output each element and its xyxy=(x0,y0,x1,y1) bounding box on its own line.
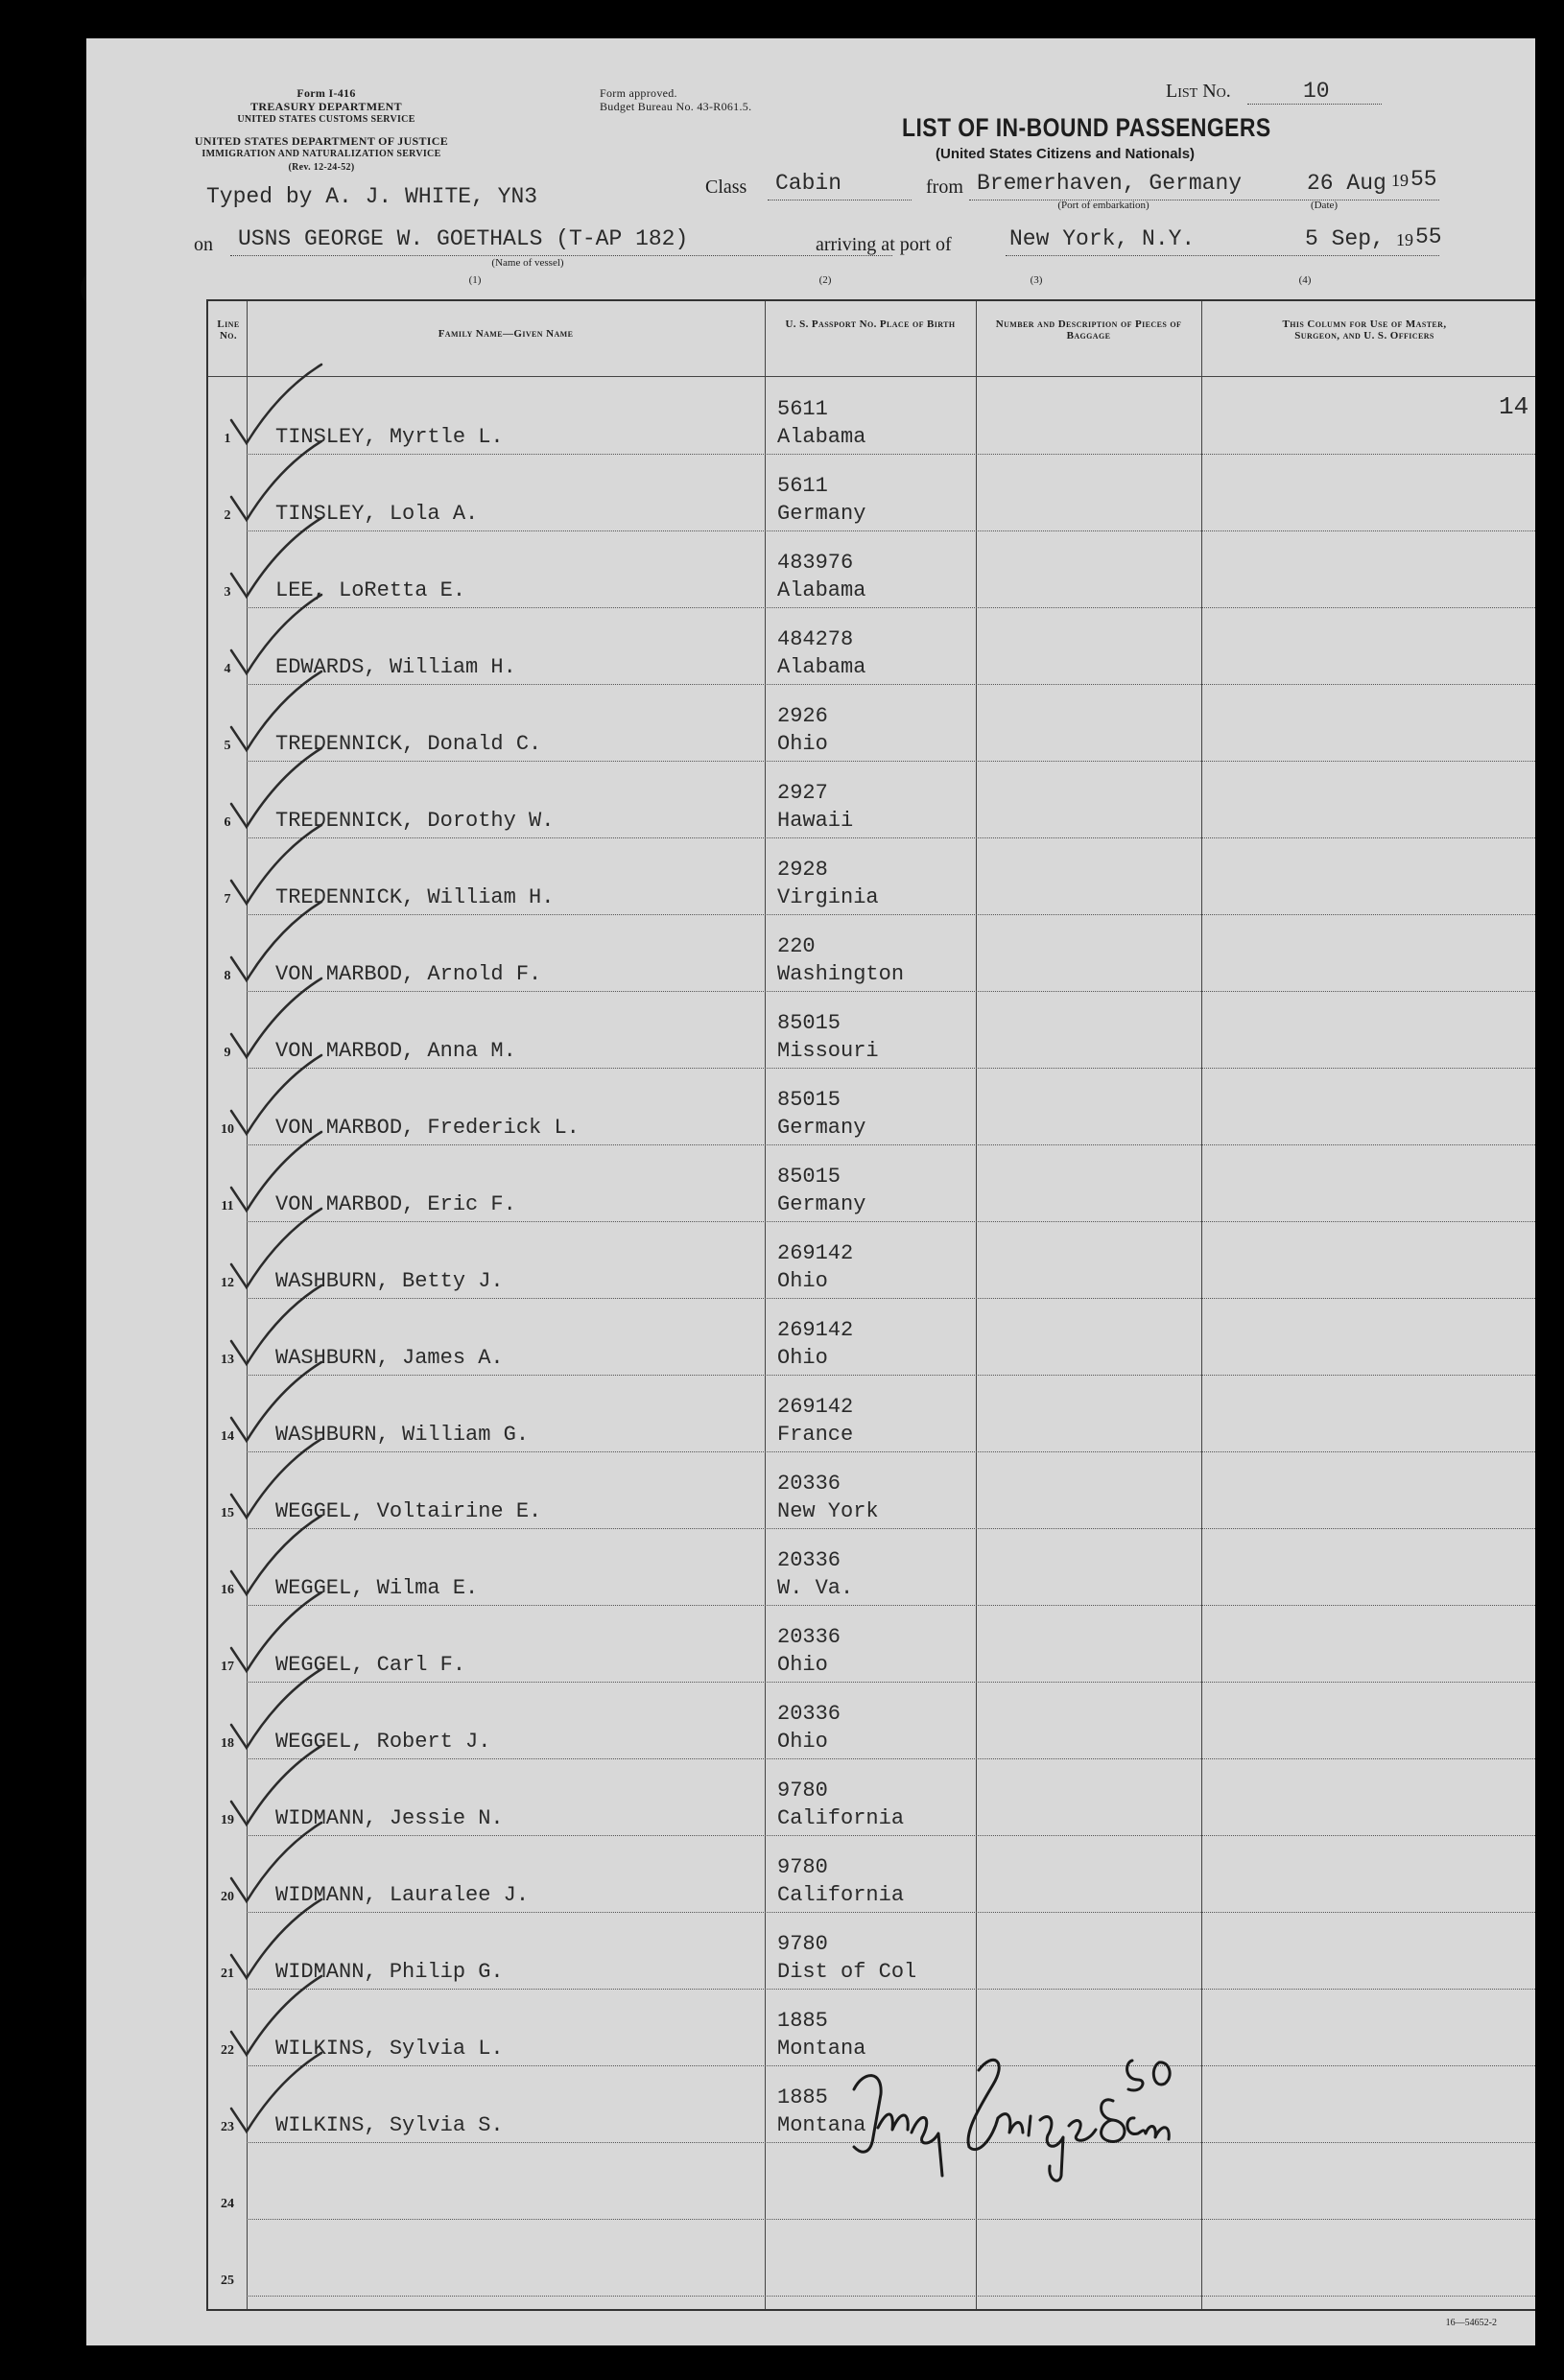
vessel-line xyxy=(230,255,892,256)
line-number: 6 xyxy=(224,815,231,830)
header-rule xyxy=(208,376,1535,377)
passenger-name: TINSLEY, Lola A. xyxy=(275,502,479,526)
line-number: 15 xyxy=(221,1506,234,1520)
passport-number: 1885 xyxy=(777,2085,828,2109)
passport-number: 85015 xyxy=(777,1165,841,1189)
passenger-name: TREDENNICK, Donald C. xyxy=(275,732,542,756)
year-prefix-1: 19 xyxy=(1391,171,1409,190)
place-of-birth: Germany xyxy=(777,502,866,526)
passport-birthplace xyxy=(777,1086,865,1142)
list-no-value: 10 xyxy=(1303,79,1330,104)
table-row xyxy=(208,455,1535,531)
table-row xyxy=(208,1836,1535,1913)
passenger-name: EDWARDS, William H. xyxy=(275,655,516,679)
passport-number: 9780 xyxy=(777,1779,828,1803)
passenger-name: WEGGEL, Robert J. xyxy=(275,1730,491,1754)
place-of-birth: Dist of Col xyxy=(777,1960,917,1984)
passport-number: 2927 xyxy=(777,781,828,805)
arrival-port: New York, N.Y. xyxy=(1009,226,1196,251)
passport-number: 20336 xyxy=(777,1548,841,1572)
agency-block xyxy=(182,86,470,127)
manifest-page xyxy=(86,38,1535,2345)
passport-number: 20336 xyxy=(777,1702,841,1726)
passport-number: 269142 xyxy=(777,1318,854,1342)
table-row xyxy=(208,762,1535,838)
place-of-birth: Ohio xyxy=(777,1269,828,1293)
passenger-name: WASHBURN, Betty J. xyxy=(275,1269,504,1293)
passport-birthplace xyxy=(777,932,904,988)
passport-birthplace xyxy=(777,1546,853,1602)
page-title: LIST OF IN-BOUND PASSENGERS xyxy=(902,113,1271,142)
table-row xyxy=(208,1145,1535,1222)
place-of-birth: Ohio xyxy=(777,1653,828,1677)
form-revision: (Rev. 12-24-52) xyxy=(288,162,355,173)
year-prefix-2: 19 xyxy=(1396,230,1413,249)
passport-number: 9780 xyxy=(777,1855,828,1879)
line-number: 16 xyxy=(221,1583,234,1597)
place-of-birth: Washington xyxy=(777,962,905,986)
passenger-name: VON MARBOD, Eric F. xyxy=(275,1192,516,1216)
embarkation-date: 26 Aug xyxy=(1307,171,1386,196)
passport-number: 1885 xyxy=(777,2009,828,2033)
header-line-no: Line No. xyxy=(217,318,240,342)
passport-number: 5611 xyxy=(777,474,828,498)
passport-birthplace xyxy=(777,1853,904,1909)
passenger-name: TINSLEY, Myrtle L. xyxy=(275,425,504,449)
embarkation-port: Bremerhaven, Germany xyxy=(977,171,1243,196)
line-number: 3 xyxy=(224,585,231,600)
line-number: 25 xyxy=(221,2274,234,2288)
place-of-birth: Montana xyxy=(777,2113,866,2137)
passport-birthplace xyxy=(777,1163,865,1218)
passport-birthplace xyxy=(777,549,865,604)
passenger-name: VON MARBOD, Anna M. xyxy=(275,1039,516,1063)
passenger-name: WILKINS, Sylvia S. xyxy=(275,2113,504,2137)
arrival-date: 5 Sep, xyxy=(1305,226,1385,251)
ins-service: IMMIGRATION AND NATURALIZATION SERVICE xyxy=(201,149,441,159)
table-row xyxy=(208,838,1535,915)
line-number: 2 xyxy=(224,508,231,523)
treasury-dept: TREASURY DEPARTMENT xyxy=(250,100,402,113)
place-of-birth: Alabama xyxy=(777,425,866,449)
list-no-label: List No. xyxy=(1166,81,1231,102)
port-embark-caption: (Port of embarkation) xyxy=(1057,200,1149,211)
table-row xyxy=(208,1683,1535,1759)
header-passport: U. S. Passport No. Place of Birth xyxy=(785,318,956,330)
line-number: 13 xyxy=(221,1353,234,1367)
passport-birthplace xyxy=(777,625,865,681)
table-row xyxy=(208,915,1535,992)
line-number: 22 xyxy=(221,2043,234,2058)
embarkation-year: 55 xyxy=(1410,167,1437,192)
list-no-line xyxy=(1247,104,1382,105)
passport-number: 483976 xyxy=(777,551,854,575)
place-of-birth: Germany xyxy=(777,1192,866,1216)
table-row xyxy=(208,531,1535,608)
passport-number: 2928 xyxy=(777,858,828,882)
row-rule xyxy=(247,2296,1535,2297)
table-row xyxy=(208,608,1535,685)
place-of-birth: Montana xyxy=(777,2037,866,2061)
approval-block xyxy=(600,86,811,113)
passport-number: 85015 xyxy=(777,1011,841,1035)
passport-number: 269142 xyxy=(777,1395,854,1419)
passport-birthplace xyxy=(777,1316,853,1372)
passenger-name: WASHBURN, William G. xyxy=(275,1423,530,1447)
place-of-birth: Ohio xyxy=(777,1346,828,1370)
passport-birthplace xyxy=(777,395,865,451)
passport-birthplace xyxy=(777,1393,853,1449)
table-row xyxy=(208,1606,1535,1683)
passenger-name: TREDENNICK, William H. xyxy=(275,885,555,909)
passenger-name: VON MARBOD, Frederick L. xyxy=(275,1116,580,1140)
passport-birthplace xyxy=(777,1930,916,1986)
place-of-birth: California xyxy=(777,1883,905,1907)
line-number: 5 xyxy=(224,739,231,753)
line-number: 21 xyxy=(221,1967,234,1981)
passport-birthplace xyxy=(777,1700,841,1756)
passenger-name: WASHBURN, James A. xyxy=(275,1346,504,1370)
place-of-birth: Alabama xyxy=(777,655,866,679)
passenger-name: WEGGEL, Carl F. xyxy=(275,1653,466,1677)
table-row xyxy=(208,685,1535,762)
col-num-1: (1) xyxy=(468,274,482,286)
place-of-birth: New York xyxy=(777,1499,879,1523)
passport-number: 220 xyxy=(777,934,816,958)
officer-count-note: 14 xyxy=(1499,392,1529,421)
passport-number: 20336 xyxy=(777,1625,841,1649)
passenger-table xyxy=(206,299,1535,2311)
customs-service: UNITED STATES CUSTOMS SERVICE xyxy=(237,114,415,125)
col-num-4: (4) xyxy=(1298,274,1312,286)
table-row xyxy=(208,1069,1535,1145)
passenger-name: VON MARBOD, Arnold F. xyxy=(275,962,542,986)
passport-number: 85015 xyxy=(777,1088,841,1112)
header-name: Family Name—Given Name xyxy=(438,328,574,340)
line-number: 11 xyxy=(221,1199,234,1214)
inspector-signature xyxy=(825,2041,1190,2185)
col-num-2: (2) xyxy=(818,274,832,286)
on-label: on xyxy=(194,234,213,255)
form-number: Form I-416 xyxy=(296,86,356,100)
passenger-name: WIDMANN, Philip G. xyxy=(275,1960,504,1984)
place-of-birth: Missouri xyxy=(777,1039,879,1063)
place-of-birth: Alabama xyxy=(777,578,866,602)
footer-code: 16—54652-2 xyxy=(1445,2318,1497,2328)
place-of-birth: W. Va. xyxy=(777,1576,854,1600)
line-number: 18 xyxy=(221,1736,234,1751)
vessel-caption: (Name of vessel) xyxy=(491,257,564,269)
passport-number: 269142 xyxy=(777,1241,854,1265)
table-row xyxy=(208,2220,1535,2297)
passport-number: 20336 xyxy=(777,1472,841,1496)
justice-dept: UNITED STATES DEPARTMENT OF JUSTICE xyxy=(194,134,449,148)
page-subtitle: (United States Citizens and Nationals) xyxy=(936,146,1196,162)
header-baggage: Number and Description of Pieces of Baggage xyxy=(995,318,1182,342)
passenger-name: WEGGEL, Voltairine E. xyxy=(275,1499,542,1523)
line-number: 14 xyxy=(221,1429,234,1444)
passport-birthplace xyxy=(777,1009,879,1065)
table-row xyxy=(208,992,1535,1069)
passport-birthplace xyxy=(777,1777,904,1832)
table-row xyxy=(208,1759,1535,1836)
budget-bureau: Budget Bureau No. 43-R061.5. xyxy=(600,100,752,113)
place-of-birth: Virginia xyxy=(777,885,879,909)
passport-birthplace xyxy=(777,856,879,911)
col-num-3: (3) xyxy=(1030,274,1043,286)
justice-block xyxy=(120,134,523,175)
line-number: 1 xyxy=(224,432,231,446)
table-row xyxy=(208,1529,1535,1606)
line-number: 19 xyxy=(221,1813,234,1827)
line-number: 7 xyxy=(224,892,231,907)
passenger-name: TREDENNICK, Dorothy W. xyxy=(275,809,555,833)
line-number: 4 xyxy=(224,662,231,676)
place-of-birth: France xyxy=(777,1423,854,1447)
class-label: Class xyxy=(705,177,747,198)
from-label: from xyxy=(926,177,963,198)
port-line xyxy=(1006,255,1439,256)
passenger-name: WIDMANN, Lauralee J. xyxy=(275,1883,530,1907)
form-approved: Form approved. xyxy=(600,86,677,100)
line-number: 23 xyxy=(221,2120,234,2134)
passenger-name: LEE, LoRetta E. xyxy=(275,578,466,602)
place-of-birth: Germany xyxy=(777,1116,866,1140)
passenger-name: WIDMANN, Jessie N. xyxy=(275,1806,504,1830)
class-value: Cabin xyxy=(775,171,842,196)
passport-birthplace xyxy=(777,1470,879,1525)
line-number: 10 xyxy=(221,1122,234,1137)
table-row xyxy=(208,1299,1535,1376)
passport-birthplace xyxy=(777,779,853,835)
arriving-label: arriving at port of xyxy=(816,234,952,255)
place-of-birth: Ohio xyxy=(777,1730,828,1754)
date-caption: (Date) xyxy=(1310,200,1339,211)
passport-birthplace xyxy=(777,1239,853,1295)
passenger-name: WILKINS, Sylvia L. xyxy=(275,2037,504,2061)
passport-birthplace xyxy=(777,472,865,528)
passport-birthplace xyxy=(777,1623,841,1679)
passport-number: 484278 xyxy=(777,627,854,651)
passport-birthplace xyxy=(777,702,828,758)
line-number: 8 xyxy=(224,969,231,983)
passport-number: 9780 xyxy=(777,1932,828,1956)
arrival-year: 55 xyxy=(1415,224,1442,249)
passport-number: 2926 xyxy=(777,704,828,728)
vessel-name: USNS GEORGE W. GOETHALS (T-AP 182) xyxy=(238,226,689,251)
passport-number: 5611 xyxy=(777,397,828,421)
table-row xyxy=(208,1452,1535,1529)
line-number: 12 xyxy=(221,1276,234,1290)
line-number: 20 xyxy=(221,1890,234,1904)
line-number: 17 xyxy=(221,1660,234,1674)
place-of-birth: Hawaii xyxy=(777,809,854,833)
table-row xyxy=(208,378,1535,455)
table-row xyxy=(208,1222,1535,1299)
place-of-birth: Ohio xyxy=(777,732,828,756)
typed-by: Typed by A. J. WHITE, YN3 xyxy=(206,184,538,209)
table-row xyxy=(208,1913,1535,1990)
place-of-birth: California xyxy=(777,1806,905,1830)
header-officers: This Column for Use of Master, Surgeon, and U. S. Officers xyxy=(1282,318,1447,342)
table-row xyxy=(208,1376,1535,1452)
line-number: 24 xyxy=(221,2197,234,2211)
passenger-name: WEGGEL, Wilma E. xyxy=(275,1576,479,1600)
line-number: 9 xyxy=(224,1046,231,1060)
